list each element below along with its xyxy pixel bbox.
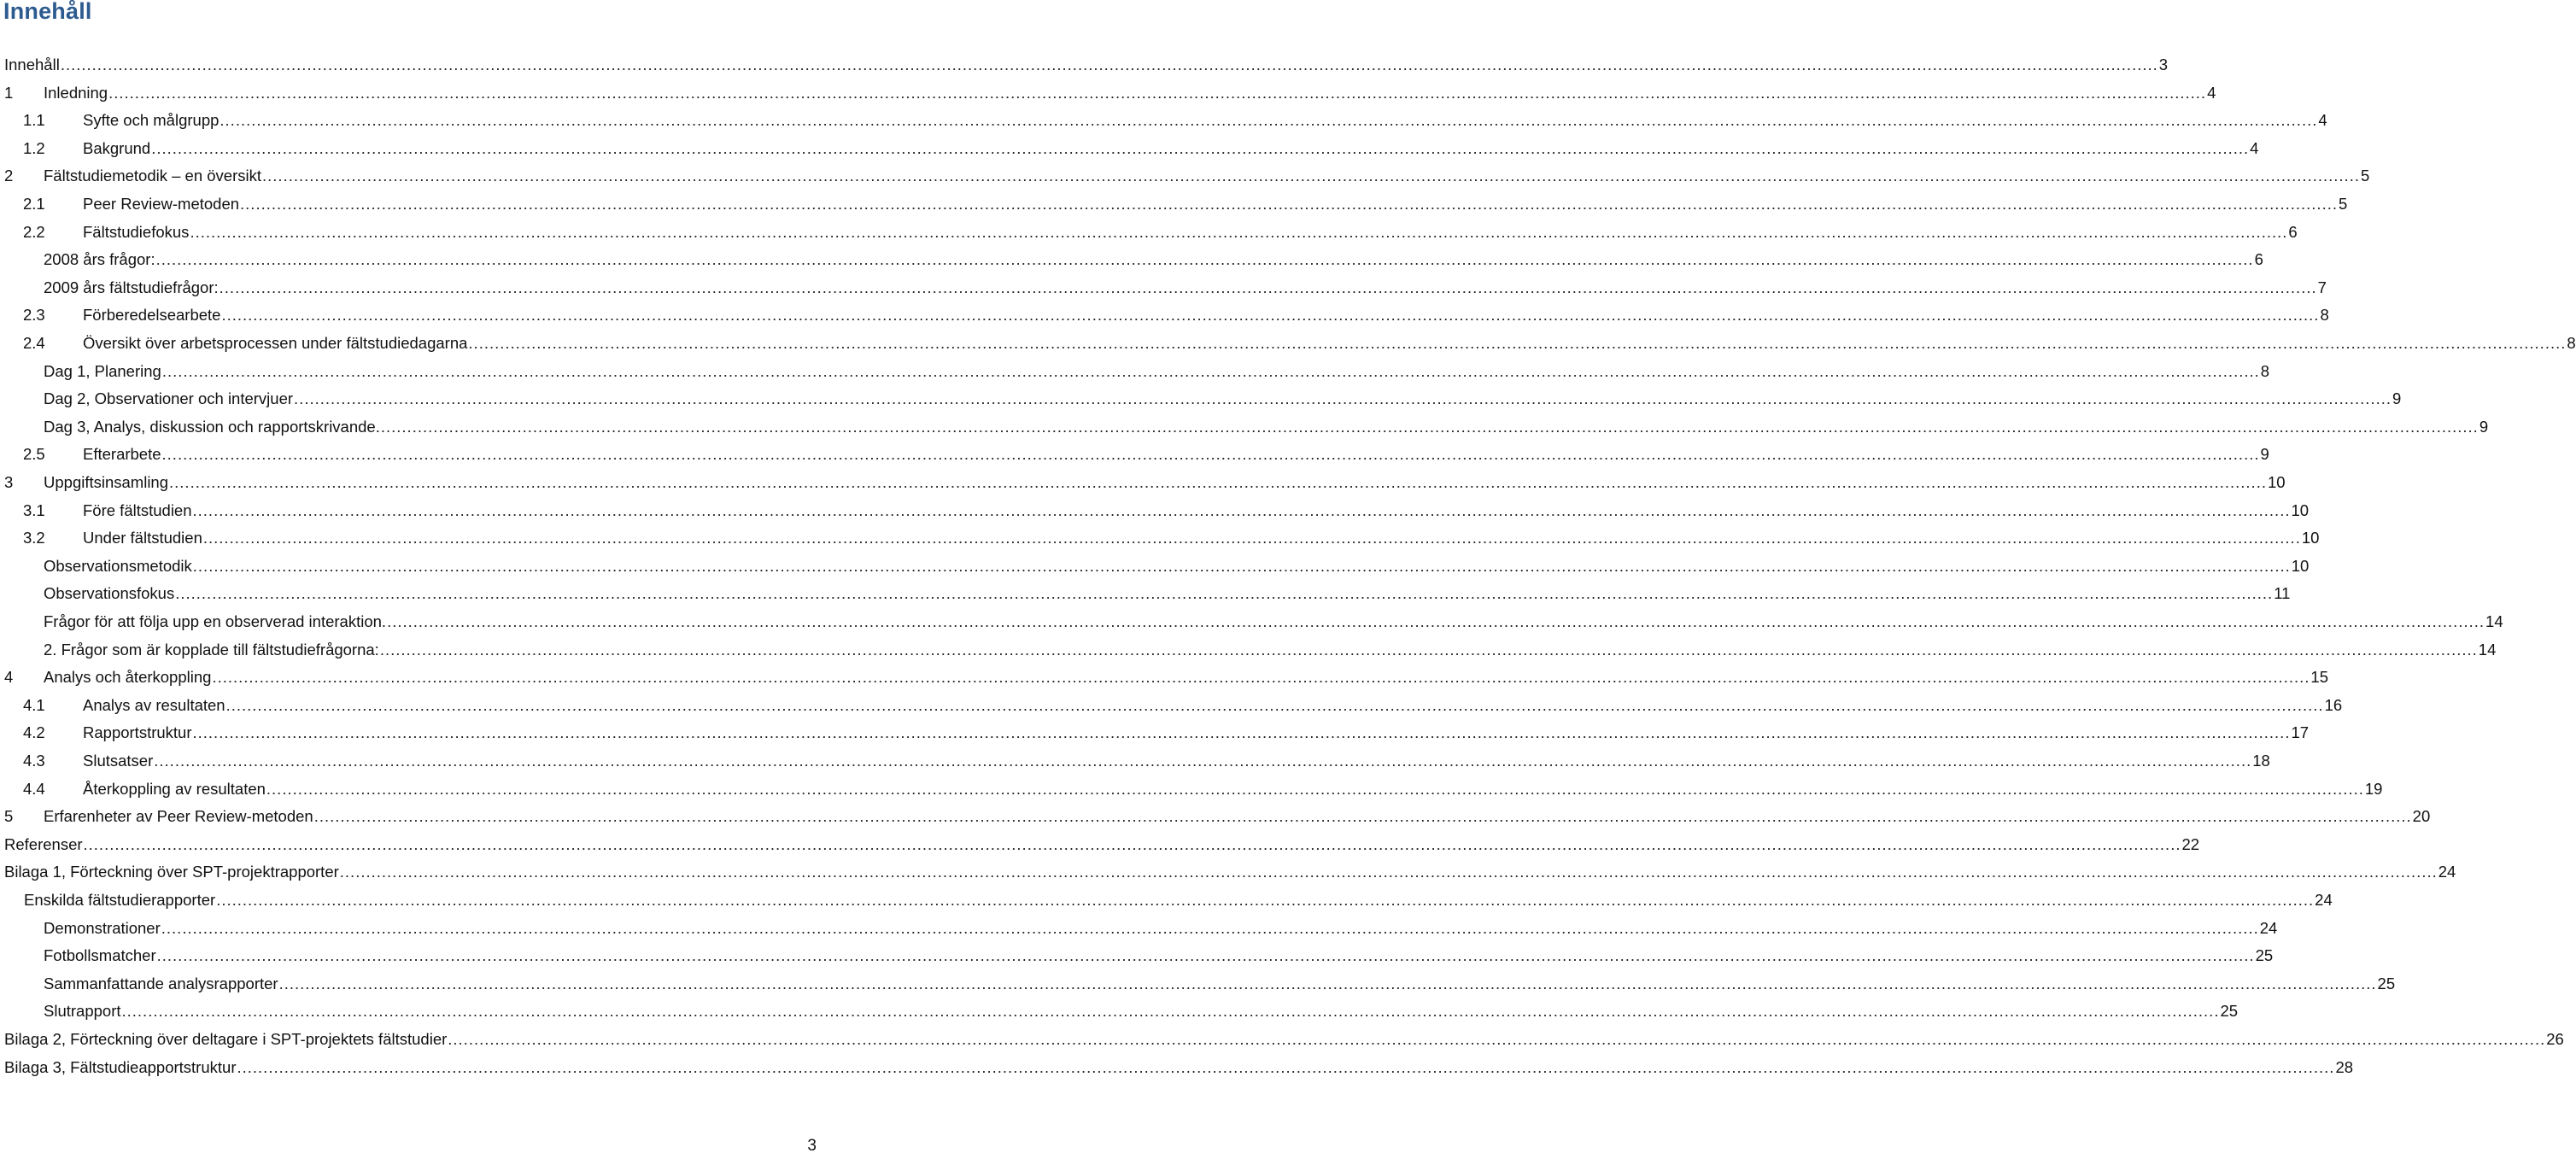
toc-entry-page: 22: [2181, 834, 2200, 853]
toc-entry-label: Demonstrationer: [44, 918, 161, 937]
toc-dot-leader: ................................................................................................................................................................................................................................................................................................................................................................................................................: [192, 723, 2291, 742]
toc-entry[interactable]: [0, 858, 2456, 886]
toc-entry[interactable]: [0, 1054, 2354, 1081]
toc-entry-number: 5: [4, 807, 14, 826]
toc-entry-label: Peer Review-metoden: [83, 195, 240, 213]
toc-entry-page: 11: [2274, 584, 2291, 603]
toc-entry[interactable]: [0, 135, 2259, 162]
toc-entry-number: 4.4: [23, 779, 45, 798]
toc-entry[interactable]: [0, 580, 2291, 607]
toc-dot-leader: ................................................................................................................................................................................................................................................................................................................................................................................................................: [151, 138, 2250, 157]
toc-dot-leader: ................................................................................................................................................................................................................................................................................................................................................................................................................: [192, 500, 2291, 519]
toc-entry[interactable]: [0, 330, 2576, 357]
toc-entry-page: 10: [2301, 529, 2320, 547]
toc-dot-leader: ................................................................................................................................................................................................................................................................................................................................................................................................................: [294, 389, 2392, 408]
toc-entry-number: 4.2: [23, 723, 45, 742]
toc-entry-page: 9: [2260, 445, 2269, 464]
toc-entry[interactable]: [0, 747, 2270, 775]
toc-entry-page: 25: [2377, 974, 2396, 992]
toc-entry-label: Bilaga 2, Förteckning över deltagare i SPT-projektets fältstudier: [4, 1030, 448, 1048]
toc-entry[interactable]: [0, 219, 2298, 246]
toc-entry[interactable]: [0, 497, 2310, 524]
toc-entry[interactable]: [0, 413, 2489, 441]
toc-entry[interactable]: [0, 692, 2343, 719]
toc-entry-number: 3.2: [23, 529, 45, 547]
toc-dot-leader: ................................................................................................................................................................................................................................................................................................................................................................................................................: [221, 306, 2320, 325]
toc-entry-page: 18: [2252, 752, 2270, 770]
toc-entry-label: Uppgiftsinsamling: [44, 473, 169, 491]
toc-entry[interactable]: [0, 190, 2348, 218]
toc-entry-number: 2.4: [23, 334, 45, 352]
toc-entry-label: Fältstudiefokus: [83, 222, 190, 241]
toc-entry-page: 15: [2310, 668, 2328, 687]
toc-dot-leader: ................................................................................................................................................................................................................................................................................................................................................................................................................: [266, 779, 2364, 798]
toc-entry-label: Dag 2, Observationer och intervjuer: [44, 389, 294, 408]
toc-entry-label: Sammanfattande analysrapporter: [44, 974, 278, 992]
toc-dot-leader: ................................................................................................................................................................................................................................................................................................................................................................................................................: [448, 1030, 2546, 1048]
toc-entry-number: 1.2: [23, 138, 45, 157]
toc-entry-page: 24: [2259, 918, 2278, 937]
toc-dot-leader: ................................................................................................................................................................................................................................................................................................................................................................................................................: [161, 918, 2259, 937]
toc-dot-leader: ................................................................................................................................................................................................................................................................................................................................................................................................................: [387, 612, 2485, 630]
toc-entry[interactable]: [0, 831, 2200, 858]
toc-entry[interactable]: [0, 79, 2216, 107]
toc-entry[interactable]: [0, 301, 2329, 329]
toc-entry-number: 4.3: [23, 752, 45, 770]
toc-entry-page: 6: [2254, 250, 2263, 269]
toc-dot-leader: ................................................................................................................................................................................................................................................................................................................................................................................................................: [175, 584, 2274, 603]
toc-entry-label: Dag 1, Planering: [44, 361, 161, 380]
toc-entry-label: Enskilda fältstudierapporter: [24, 891, 216, 909]
toc-dot-leader: ................................................................................................................................................................................................................................................................................................................................................................................................................: [219, 278, 2317, 296]
toc-entry-label: Bilaga 3, Fältstudieapportstruktur: [4, 1057, 237, 1076]
toc-entry-label: Referenser: [4, 834, 83, 853]
toc-dot-leader: ................................................................................................................................................................................................................................................................................................................................................................................................................: [220, 111, 2318, 130]
toc-entry-page: 8: [2320, 306, 2329, 325]
toc-entry-label: 2008 års frågor:: [44, 250, 155, 269]
toc-entry[interactable]: [0, 274, 2327, 301]
toc-entry-label: Analys och återkoppling: [44, 668, 212, 687]
toc-entry-number: 4.1: [23, 695, 45, 714]
toc-entry-page: 4: [2318, 111, 2327, 130]
toc-entry-label: 2. Frågor som är kopplade till fältstudiefrågorna:: [44, 640, 379, 659]
toc-entry-page: 24: [2438, 863, 2456, 881]
page-title: Innehåll: [3, 0, 92, 24]
toc-entry[interactable]: [0, 998, 2239, 1025]
toc-dot-leader: ................................................................................................................................................................................................................................................................................................................................................................................................................: [108, 83, 2207, 102]
toc-entry[interactable]: [0, 162, 2370, 190]
toc-entry-page: 14: [2485, 612, 2503, 630]
toc-entry-page: 20: [2412, 807, 2431, 826]
toc-entry-page: 4: [2207, 83, 2216, 102]
toc-entry-label: Före fältstudien: [83, 500, 192, 519]
toc-entry[interactable]: [0, 524, 2320, 552]
toc-entry-page: 24: [2315, 891, 2333, 909]
toc-dot-leader: ................................................................................................................................................................................................................................................................................................................................................................................................................: [313, 807, 2412, 826]
page-number: 3: [807, 1137, 817, 1155]
toc-entry-page: 5: [2339, 195, 2348, 213]
toc-entry[interactable]: [0, 469, 2286, 496]
toc-entry-page: 26: [2546, 1030, 2564, 1048]
toc-entry[interactable]: [0, 942, 2274, 969]
toc-entry-label: Slutsatser: [83, 752, 154, 770]
toc-entry[interactable]: [0, 970, 2396, 998]
toc-entry-page: 8: [2567, 334, 2576, 352]
toc-entry[interactable]: [0, 636, 2497, 664]
toc-entry-label: Slutrapport: [44, 1002, 121, 1021]
toc-entry[interactable]: [0, 719, 2310, 746]
toc-entry-label: 2009 års fältstudiefrågor:: [44, 278, 219, 296]
toc-dot-leader: ................................................................................................................................................................................................................................................................................................................................................................................................................: [202, 529, 2301, 547]
toc-entry[interactable]: [0, 803, 2431, 830]
toc-entry[interactable]: [0, 1026, 2564, 1053]
toc-dot-leader: ................................................................................................................................................................................................................................................................................................................................................................................................................: [156, 946, 2255, 965]
toc-dot-leader: ................................................................................................................................................................................................................................................................................................................................................................................................................: [154, 752, 2252, 770]
toc-entry[interactable]: [0, 664, 2328, 691]
toc-entry-label: Observationsmetodik: [44, 556, 192, 575]
toc-dot-leader: ................................................................................................................................................................................................................................................................................................................................................................................................................: [121, 1002, 2220, 1021]
toc-entry[interactable]: [0, 107, 2327, 134]
toc-entry-page: 10: [2291, 500, 2310, 519]
toc-dot-leader: ................................................................................................................................................................................................................................................................................................................................................................................................................: [212, 668, 2310, 687]
toc-entry-page: 19: [2364, 779, 2383, 798]
toc-entry-page: 10: [2267, 473, 2286, 491]
toc-dot-leader: ................................................................................................................................................................................................................................................................................................................................................................................................................: [380, 417, 2479, 436]
toc-entry-page: 5: [2360, 167, 2370, 185]
toc-dot-leader: ................................................................................................................................................................................................................................................................................................................................................................................................................: [155, 250, 2254, 269]
toc-entry-page: 17: [2291, 723, 2310, 742]
toc-entry-label: Fotbollsmatcher: [44, 946, 156, 965]
toc-dot-leader: ................................................................................................................................................................................................................................................................................................................................................................................................................: [468, 334, 2567, 352]
toc-entry-label: Under fältstudien: [83, 529, 202, 547]
toc-entry-label: Återkoppling av resultaten: [83, 779, 266, 798]
toc-entry-label: Förberedelsearbete: [83, 306, 221, 325]
toc-entry-number: 3: [4, 473, 14, 491]
toc-entry-label: Bakgrund: [83, 138, 151, 157]
toc-entry-label: Rapportstruktur: [83, 723, 192, 742]
toc-dot-leader: ................................................................................................................................................................................................................................................................................................................................................................................................................: [262, 167, 2360, 185]
toc-entry-number: 2: [4, 167, 14, 185]
toc-entry-label: Analys av resultaten: [83, 695, 225, 714]
toc-entry[interactable]: [0, 441, 2269, 468]
toc-entry-label: Fältstudiemetodik – en översikt: [44, 167, 262, 185]
toc-entry-label: Översikt över arbetsprocessen under fältstudiedagarna: [83, 334, 468, 352]
toc-entry[interactable]: [0, 776, 2383, 803]
toc-entry-label: Inledning: [44, 83, 108, 102]
toc-entry-page: 9: [2479, 417, 2489, 436]
toc-entry-number: 2.2: [23, 222, 45, 241]
toc-dot-leader: ................................................................................................................................................................................................................................................................................................................................................................................................................: [379, 640, 2478, 659]
toc-entry-label: Bilaga 1, Förteckning över SPT-projektrapporter: [4, 863, 339, 881]
toc-entry[interactable]: [0, 887, 2333, 914]
toc-dot-leader: ................................................................................................................................................................................................................................................................................................................................................................................................................: [161, 445, 2260, 464]
toc-entry-page: 6: [2288, 222, 2298, 241]
toc-entry[interactable]: [0, 608, 2503, 635]
toc-entry[interactable]: [0, 553, 2310, 580]
toc-dot-leader: ................................................................................................................................................................................................................................................................................................................................................................................................................: [225, 695, 2324, 714]
toc-entry-number: 3.1: [23, 500, 45, 519]
toc-entry-page: 4: [2250, 138, 2259, 157]
toc-dot-leader: ................................................................................................................................................................................................................................................................................................................................................................................................................: [161, 361, 2260, 380]
toc-dot-leader: ................................................................................................................................................................................................................................................................................................................................................................................................................: [339, 863, 2438, 881]
toc-entry-number: 2.5: [23, 445, 45, 464]
toc-entry-label: Observationsfokus: [44, 584, 175, 603]
toc-entry-label: Frågor för att följa upp en observerad interaktion.: [44, 612, 387, 630]
toc-entry-page: 14: [2478, 640, 2497, 659]
toc-entry[interactable]: [0, 246, 2263, 273]
toc-entry-page: 7: [2317, 278, 2327, 296]
toc-entry-page: 3: [2158, 56, 2169, 73]
toc-entry-page: 28: [2335, 1057, 2354, 1076]
toc-entry-page: 16: [2324, 695, 2343, 714]
toc-entry[interactable]: [0, 915, 2278, 942]
toc-entry-page: 10: [2291, 556, 2310, 575]
toc-entry-number: 2.3: [23, 306, 45, 325]
toc-dot-leader: ................................................................................................................................................................................................................................................................................................................................................................................................................: [169, 473, 2267, 491]
toc-dot-leader: ................................................................................................................................................................................................................................................................................................................................................................................................................: [83, 834, 2181, 853]
toc-entry[interactable]: [0, 358, 2270, 385]
toc-entry-label: Efterarbete: [83, 445, 161, 464]
toc-entry-label: Syfte och målgrupp: [83, 111, 220, 130]
toc-entry-page: 9: [2392, 389, 2402, 408]
toc-entry-label: Erfarenheter av Peer Review-metoden: [44, 807, 313, 826]
toc-dot-leader: ................................................................................................................................................................................................................................................................................................................................................................................................................: [216, 891, 2315, 909]
toc-entry-label: Innehåll: [4, 56, 60, 73]
toc-dot-leader: ................................................................................................................................................................................................................................................................................................................................................................................................................: [192, 556, 2291, 575]
toc-entry-number: 1: [4, 83, 14, 102]
toc-dot-leader: ................................................................................................................................................................................................................................................................................................................................................................................................................: [190, 222, 2288, 241]
toc-dot-leader: ................................................................................................................................................................................................................................................................................................................................................................................................................: [278, 974, 2377, 992]
toc-dot-leader: ................................................................................................................................................................................................................................................................................................................................................................................................................: [237, 1057, 2335, 1076]
toc-entry-page: 8: [2260, 361, 2270, 380]
toc-entry-number: 2.1: [23, 195, 45, 213]
toc-entry-number: 4: [4, 668, 14, 687]
toc-dot-leader: ................................................................................................................................................................................................................................................................................................................................................................................................................: [60, 56, 2158, 73]
toc-entry-label: Dag 3, Analys, diskussion och rapportskrivande.: [44, 417, 380, 436]
toc-entry-page: 25: [2220, 1002, 2239, 1021]
toc-dot-leader: ................................................................................................................................................................................................................................................................................................................................................................................................................: [240, 195, 2338, 213]
toc-entry[interactable]: [0, 51, 2169, 79]
toc-entry-page: 25: [2255, 946, 2274, 965]
toc-entry[interactable]: [0, 385, 2402, 413]
toc-entry-number: 1.1: [23, 111, 45, 130]
